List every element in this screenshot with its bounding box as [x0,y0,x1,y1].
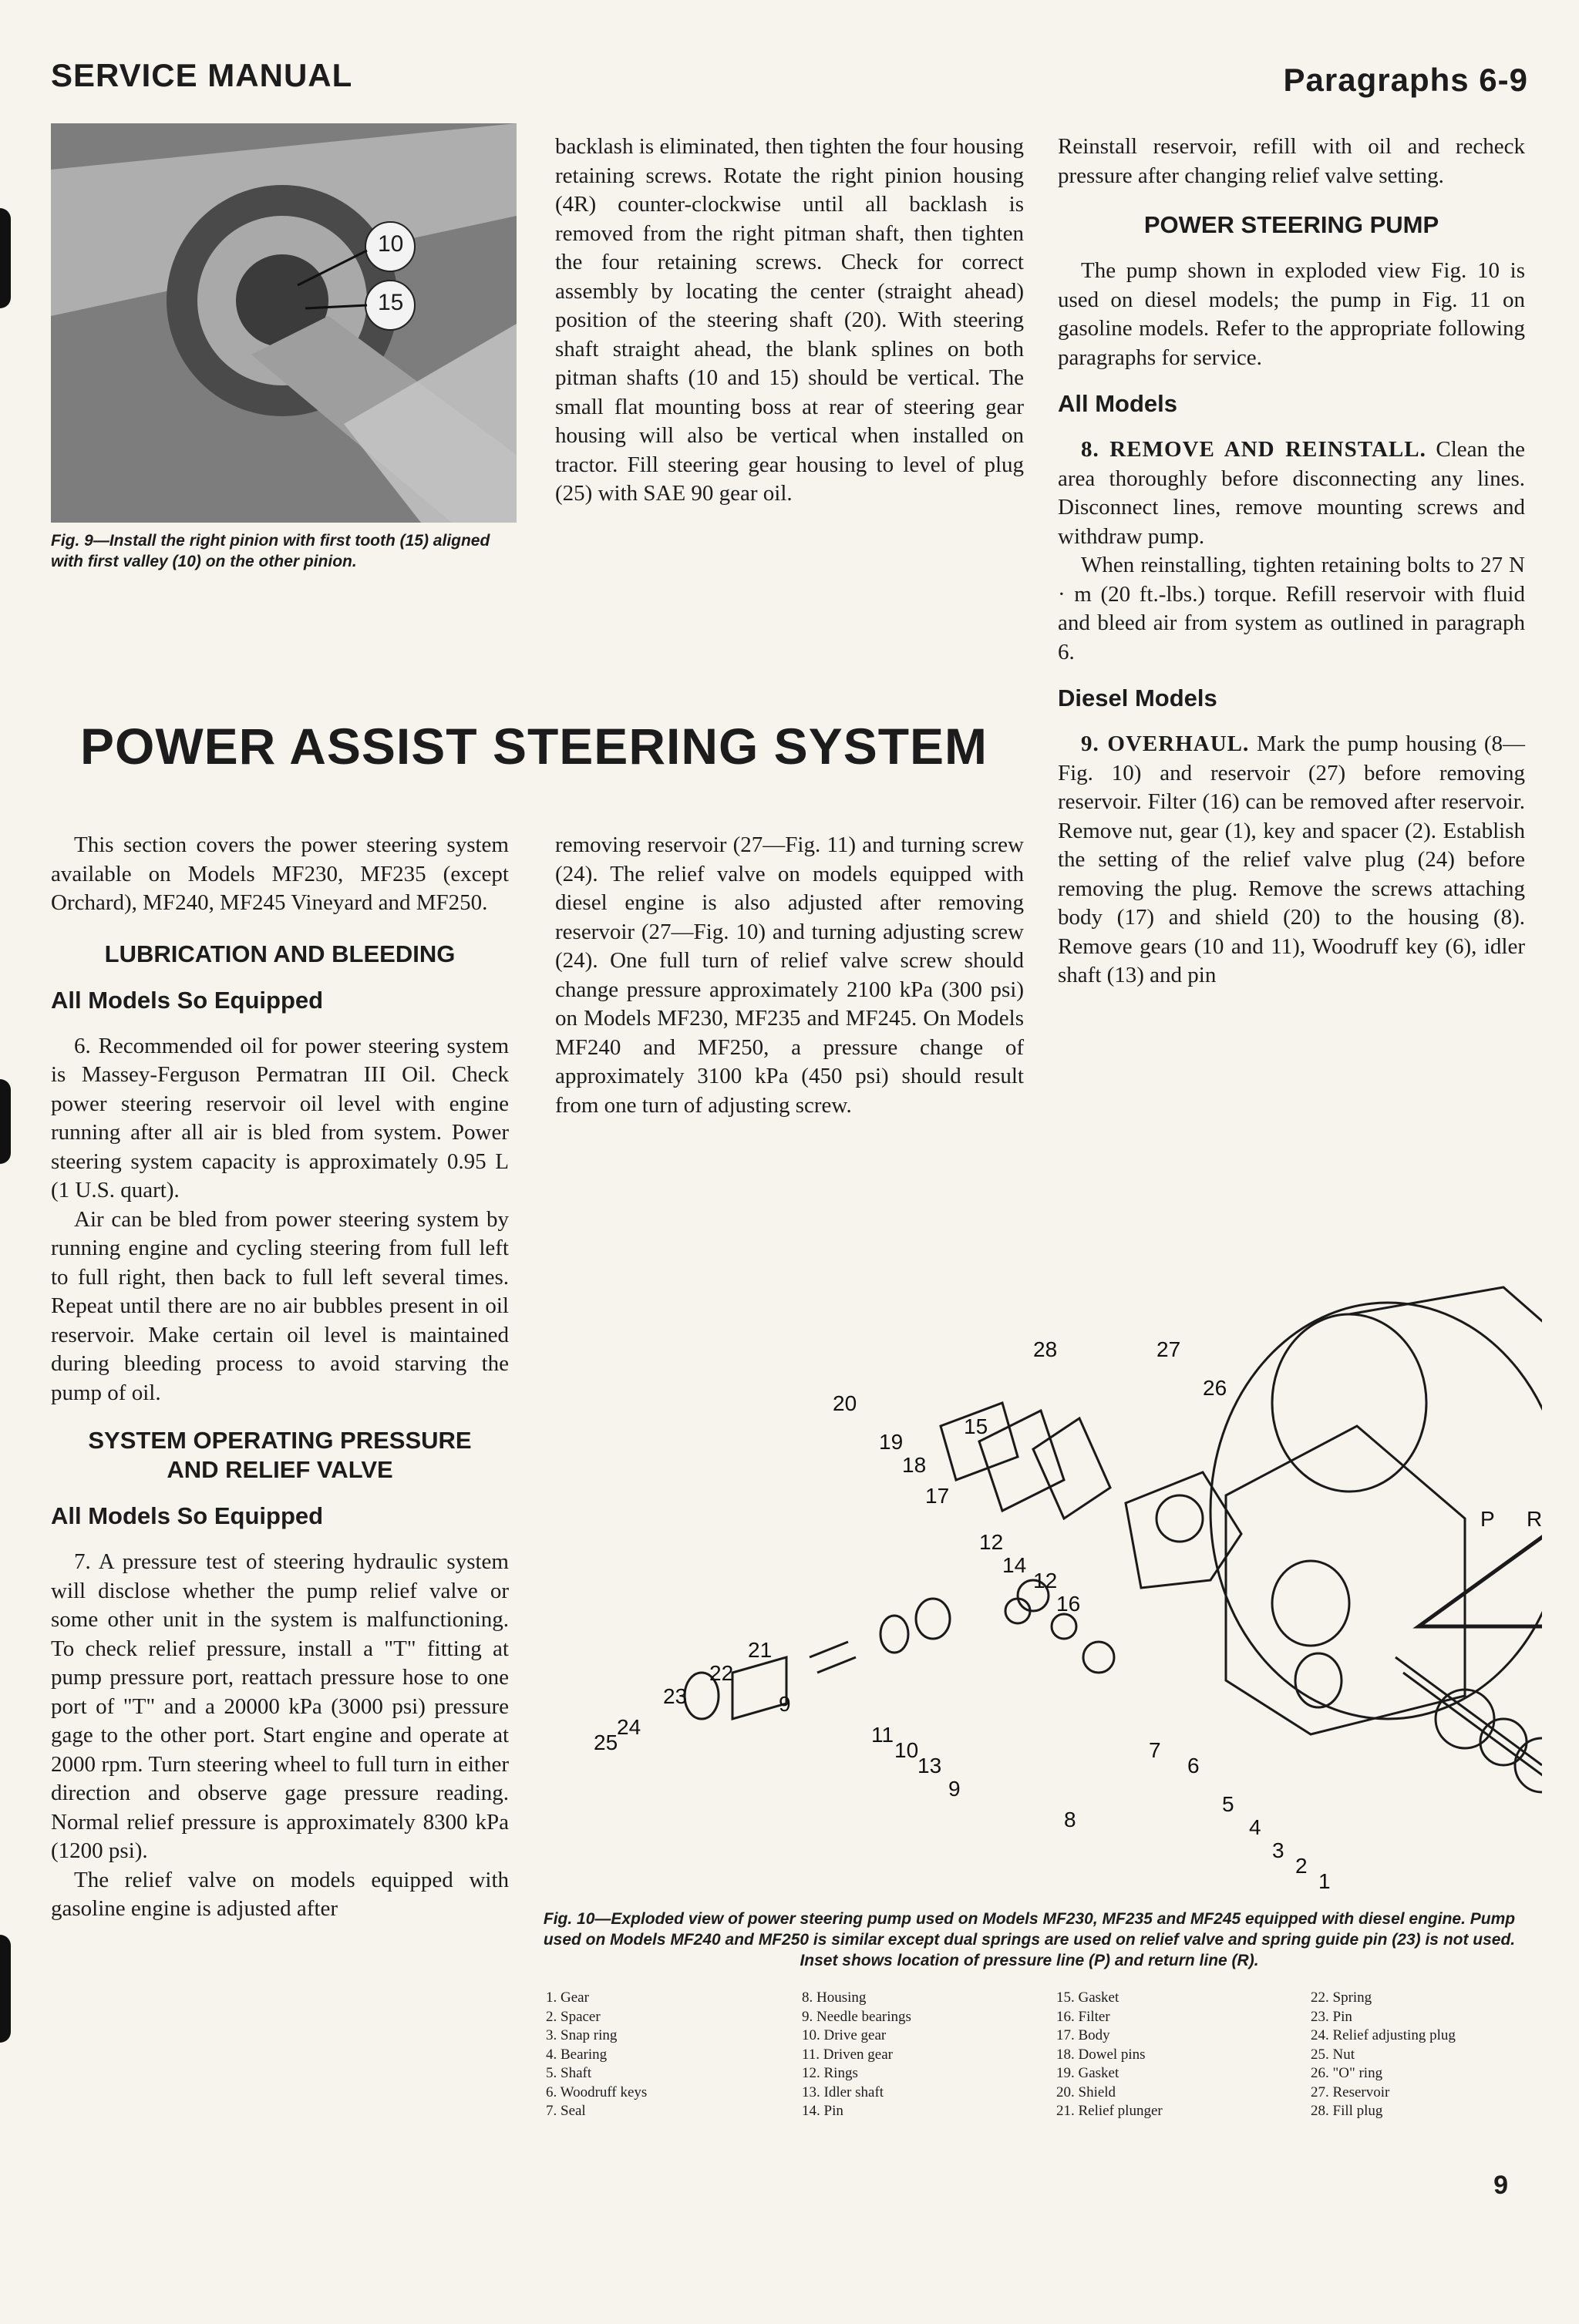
fig10-label: 8 [1064,1808,1076,1831]
fig10-label: 6 [1187,1754,1200,1777]
fig10-label: 24 [617,1715,641,1739]
paragraph-7: 7. A pressure test of steering hydraulic system will disclose whether the pump relief valve or some other unit in the system is malfunctioning. To check relief pressure, install a "T" fitting at pump pressure port, reattach pressure hose to one port of "T" and a 20000 kPa (3000 psi) pressure gage to the other port. Start engine and operate at 2000 rpm. Turn steering wheel to full turn in either direction and observe gage pressure reading. Normal relief pressure is approximately 8300 kPa (1200 psi). [51,1549,509,1863]
fig10-label: 28 [1033,1337,1058,1361]
legend-item: 2. Spacer [546,2008,601,2025]
fig10-label: 23 [663,1684,688,1708]
paragraph-6b: Air can be bled from power steering system by running engine and cycling steering from full left to full right, then back to full left several times. Repeat until there are no air bubbles present in oil reservoir. Make certain oil level is maintained during bleeding process to avoid starving the pump of oil. [51,1206,509,1405]
fig10-label: 20 [833,1391,857,1415]
col2-top-paragraph: backlash is eliminated, then tighten the four housing retaining screws. Rotate the right pinion housing (4R) counter-clockwise until all backlash is removed from the right pitman shaft, then tighten the four retaining screws. Check for correct assembly by locating the center (straight ahead) position of the steering shaft (20). With steering shaft straight ahead, the blank splines on both pitman shafts (10 and 15) should be vertical. The small flat mounting boss at rear of steering gear housing will also be vertical when installed on tractor. Fill steering gear housing to level of plug (25) with SAE 90 gear oil. [555,134,1024,506]
fig10-label: 25 [594,1730,618,1754]
heading-all-models: All Models [1058,390,1178,417]
legend-item: 4. Bearing [546,2046,608,2063]
section-title: POWER ASSIST STEERING SYSTEM [80,718,988,775]
legend-item: 27. Reservoir [1311,2084,1390,2100]
paragraph-7b: The relief valve on models equipped with gasoline engine is adjusted after [51,1867,509,1921]
fig10-label: 9 [948,1777,961,1801]
legend-item: 19. Gasket [1056,2065,1119,2081]
legend-item: 20. Shield [1056,2084,1116,2100]
legend-item: 21. Relief plunger [1056,2103,1163,2119]
callout-10: 10 [378,231,404,257]
legend-item: 9. Needle bearings [802,2008,911,2025]
fig10-label: 2 [1295,1854,1308,1878]
legend-item: 10. Drive gear [802,2027,887,2043]
legend-item: 28. Fill plug [1311,2103,1383,2119]
fig10-legend-col3 [1056,1989,1163,2121]
fig10-drawing [540,1241,1542,2320]
legend-item: 22. Spring [1311,1989,1372,2006]
fig10-label: 26 [1203,1376,1227,1400]
legend-item: 17. Body [1056,2027,1110,2043]
col1-text [51,831,509,1924]
legend-item: 1. Gear [546,1989,589,2006]
paragraph-9 [1058,730,1525,990]
legend-item: 23. Pin [1311,2008,1352,2025]
paragraph-8 [1058,436,1525,551]
paragraph-8b: When reinstalling, tighten retaining bolts to 27 N · m (20 ft.-lbs.) torque. Refill reservoir with fluid and bleed air from system as outlined in paragraph 6. [1058,553,1525,664]
fig10-label: R [1527,1507,1542,1531]
fig10-label: 12 [979,1530,1004,1554]
paragraph-9-body: Mark the pump housing (8—Fig. 10) and reservoir (27) before removing reservoir. Filter (16) can be removed after reservoir. Remove nut, gear (1), key and spacer (2). Establish the setting of the relief valve plug (24) before removing the plug. Remove the screws attaching body (17) and shield (20) to the housing (8). Remove gears (10 and 11), Woodruff key (6), idler shaft (13) and pin [1058,732,1525,987]
col2-bottom-text [555,831,1024,1120]
fig10-label: 10 [894,1738,919,1762]
col1-intro: This section covers the power steering system available on Models MF230, MF235 (except Orchard), MF240, MF245 Vineyard and MF250. [51,832,509,915]
legend-item: 18. Dowel pins [1056,2046,1146,2063]
heading-all-models-so-equipped-1: All Models So Equipped [51,986,324,1014]
fig10-label: 13 [917,1754,942,1777]
legend-item: 26. "O" ring [1311,2065,1383,2081]
legend-item: 6. Woodruff keys [546,2084,648,2100]
fig10-label: 9 [779,1692,791,1716]
running-header-left: SERVICE MANUAL [51,57,353,93]
fig9-caption: Fig. 9—Install the right pinion with first tooth (15) aligned with first valley (10) on the other pinion. [51,532,490,570]
fig10-label: P [1480,1507,1495,1531]
fig10-caption: Fig. 10—Exploded view of power steering pump used on Models MF230, MF235 and MF245 equipped with diesel engine. Pump used on Models MF240 and MF250 is similar except dual springs are used on relief valve and spring guide pin (23) is not used. Inset shows location of pressure line (P) and return line (R). [543,1910,1516,1969]
fig10-label: 27 [1156,1337,1181,1361]
fig10-legend-col1 [546,1989,647,2121]
binding-mark [0,1079,11,1164]
legend-item: 25. Nut [1311,2046,1355,2063]
fig10-label: 22 [709,1661,734,1685]
fig10-label: 3 [1272,1838,1284,1862]
col2-bottom-paragraph: removing reservoir (27—Fig. 11) and turning screw (24). The relief valve on models equipped with diesel engine is also adjusted after removing reservoir (27—Fig. 10) and turning adjusting screw (24). One full turn of relief valve screw should change pressure approximately 2100 kPa (300 psi) on Models MF230, MF235 and MF245. On Models MF240 and MF250, a pressure change of approximately 3100 kPa (450 psi) should result from one turn of adjusting screw. [555,832,1024,1118]
running-header-right: Paragraphs 6-9 [1283,62,1528,98]
paragraph-9-lead: 9. OVERHAUL. [1081,732,1250,756]
fig10-label: 12 [1033,1569,1058,1592]
page-number: 9 [1493,2171,1508,2200]
fig9-photo-drawing [51,123,517,523]
fig10-label: 1 [1318,1869,1331,1893]
fig10-label: 21 [748,1638,773,1662]
fig10-legend-col2 [802,1989,911,2121]
heading-system-pressure-2: AND RELIEF VALVE [167,1456,393,1483]
fig10-legend-col4 [1311,1989,1456,2121]
heading-diesel-models: Diesel Models [1058,684,1217,711]
legend-item: 12. Rings [802,2065,858,2081]
fig9-photo [51,123,517,523]
legend-item: 8. Housing [802,1989,867,2006]
heading-system-pressure-1: SYSTEM OPERATING PRESSURE [88,1427,472,1454]
pump-paragraph: The pump shown in exploded view Fig. 10 is used on diesel models; the pump in Fig. 11 on gasoline models. Refer to the appropriate following paragraphs for service. [1058,258,1525,370]
legend-item: 3. Snap ring [546,2027,618,2043]
fig10-label: 19 [879,1430,904,1454]
col3-text [1058,133,1525,990]
callout-15: 15 [378,290,404,315]
legend-item: 7. Seal [546,2103,586,2119]
binding-mark [0,1935,11,2043]
fig10-label: 14 [1002,1553,1027,1577]
fig10-svg [540,1241,1542,2320]
legend-item: 11. Driven gear [802,2046,893,2063]
fig10-label: 15 [964,1414,988,1438]
paragraph-8-lead: 8. REMOVE AND REINSTALL. [1081,437,1426,462]
legend-item: 16. Filter [1056,2008,1110,2025]
legend-item: 24. Relief adjusting plug [1311,2027,1456,2043]
fig10-label: 4 [1249,1815,1261,1839]
fig10-label: 11 [871,1723,894,1747]
legend-item: 5. Shaft [546,2065,592,2081]
col2-top-text [555,133,1024,509]
legend-item: 13. Idler shaft [802,2084,884,2100]
legend-item: 14. Pin [802,2103,843,2119]
fig10-label: 18 [902,1453,927,1477]
paragraph-6: 6. Recommended oil for power steering system is Massey-Ferguson Permatran III Oil. Check power steering reservoir oil level with engine running after all air is bled from system. Power steering system capacity is approximately 0.95 L (1 U.S. quart). [51,1033,509,1202]
fig10-label: 7 [1149,1738,1161,1762]
legend-item: 15. Gasket [1056,1989,1119,2006]
paragraph-8-body: Clean the area thoroughly before disconnecting any lines. Disconnect lines, remove mounting screws and withdraw pump. [1058,437,1525,549]
heading-power-steering-pump: POWER STEERING PUMP [1143,211,1439,238]
heading-lubrication: LUBRICATION AND BLEEDING [104,940,456,967]
heading-all-models-so-equipped-2: All Models So Equipped [51,1502,324,1529]
fig10-label: 5 [1222,1792,1234,1816]
fig10-label: 17 [925,1484,950,1508]
col3-intro: Reinstall reservoir, refill with oil and recheck pressure after changing relief valve setting. [1058,134,1525,188]
fig10-label: 16 [1056,1592,1081,1616]
binding-mark [0,208,11,308]
